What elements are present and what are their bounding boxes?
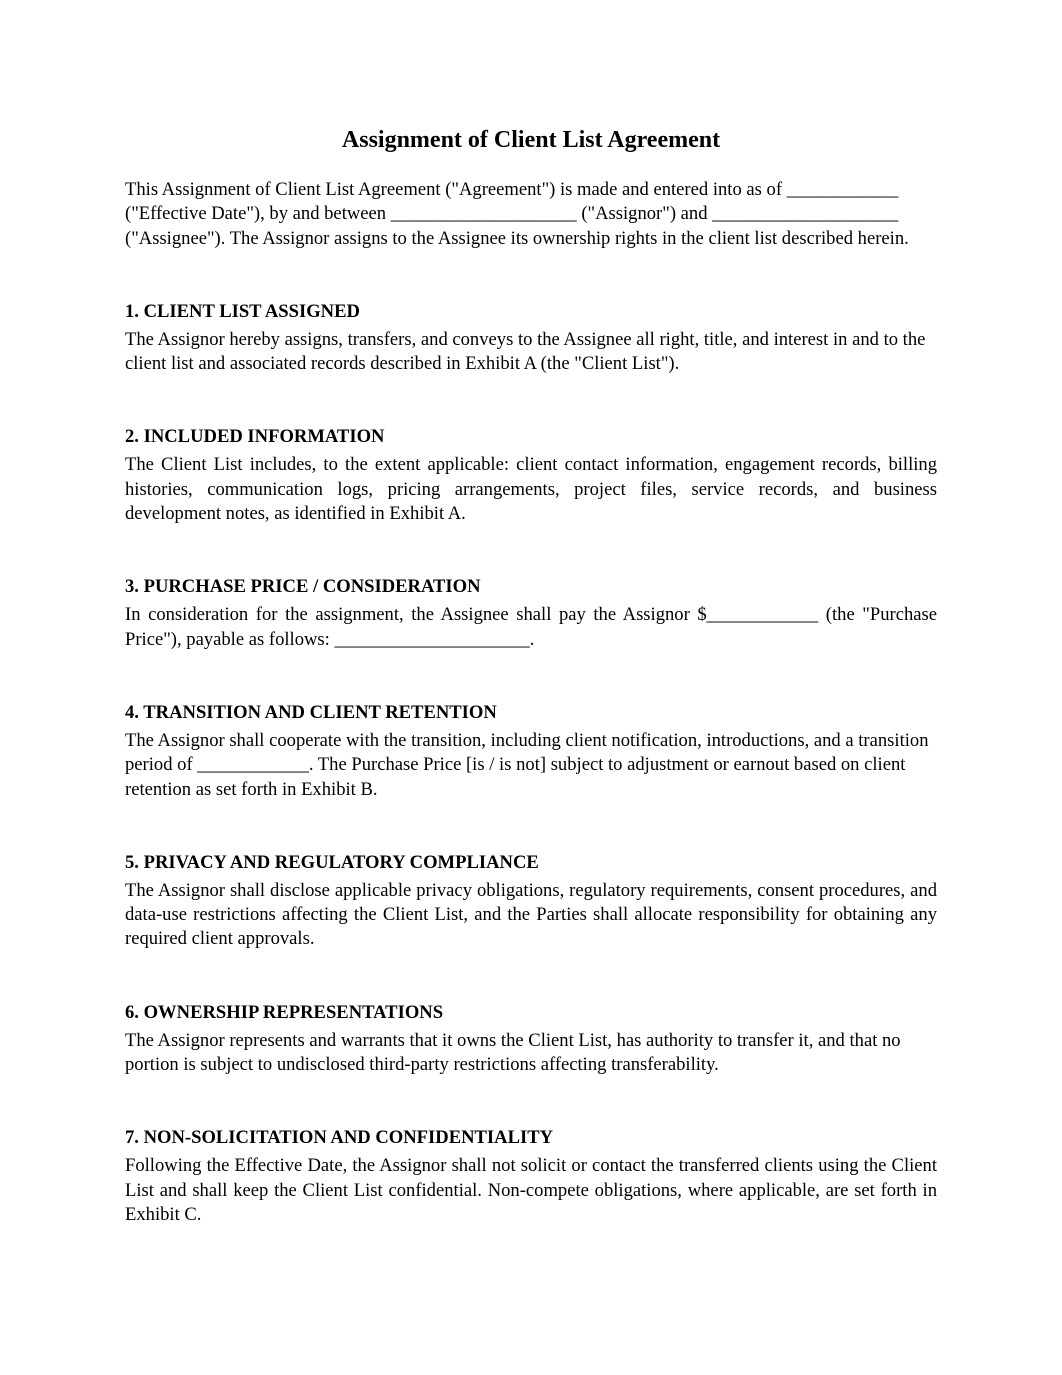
document-body	[125, 122, 937, 1227]
section-client-list-assigned	[125, 300, 937, 377]
section-heading: 3. PURCHASE PRICE / CONSIDERATION	[125, 576, 481, 598]
section-heading: 4. TRANSITION AND CLIENT RETENTION	[125, 701, 497, 723]
section-heading: 1. CLIENT LIST ASSIGNED	[125, 300, 360, 322]
section-body: The Assignor shall disclose applicable privacy obligations, regulatory requirements, consent procedures, and data-use restrictions affecting the Client List, and the Parties shall allocate responsibility for obtaining any required client approvals.	[125, 879, 937, 950]
section-body: The Assignor hereby assigns, transfers, and conveys to the Assignee all right, title, and interest in and to the client list and associated records described in Exhibit A (the "Client List").	[125, 328, 926, 375]
section-body: The Assignor shall cooperate with the transition, including client notification, introductions, and a transition period of ____________. The Purchase Price [is / is not] subject to adjustment or earnout based on client retention as set forth in Exhibit B.	[125, 729, 929, 800]
section-privacy-compliance	[125, 851, 937, 952]
section-heading: 6. OWNERSHIP REPRESENTATIONS	[125, 1001, 444, 1023]
intro-paragraph: This Assignment of Client List Agreement ("Agreement") is made and entered into as of ____________ ("Effective Date"), by and between ____________________ ("Assignor") and ____________________ ("Assignee"). The Assignor assigns to the Assignee its ownership rights in the client list described herein.	[125, 179, 909, 249]
section-purchase-price	[125, 575, 937, 652]
section-body: Following the Effective Date, the Assignor shall not solicit or contact the transferred clients using the Client List and shall keep the Client List confidential. Non-compete obligations, where applicable, are set forth in Exhibit C.	[125, 1155, 937, 1225]
section-body: In consideration for the assignment, the Assignee shall pay the Assignor $____________ (the "Purchase Price"), payable as follows: _____________________.	[125, 604, 937, 650]
section-heading: 5. PRIVACY AND REGULATORY COMPLIANCE	[125, 851, 539, 873]
section-included-information	[125, 425, 937, 526]
document-title: Assignment of Client List Agreement	[341, 127, 721, 153]
section-non-solicitation	[125, 1126, 937, 1227]
section-ownership-representations	[125, 1001, 937, 1078]
section-heading: 2. INCLUDED INFORMATION	[125, 426, 385, 448]
section-transition-retention	[125, 701, 937, 802]
section-body: The Assignor represents and warrants that it owns the Client List, has authority to transfer it, and that no portion is subject to undisclosed third-party restrictions affecting transferability.	[125, 1029, 901, 1076]
section-heading: 7. NON-SOLICITATION AND CONFIDENTIALITY	[125, 1127, 554, 1149]
section-body: The Client List includes, to the extent applicable: client contact information, engagement records, billing histories, communication logs, pricing arrangements, project files, service records, and business development notes, as identified in Exhibit A.	[125, 454, 937, 525]
